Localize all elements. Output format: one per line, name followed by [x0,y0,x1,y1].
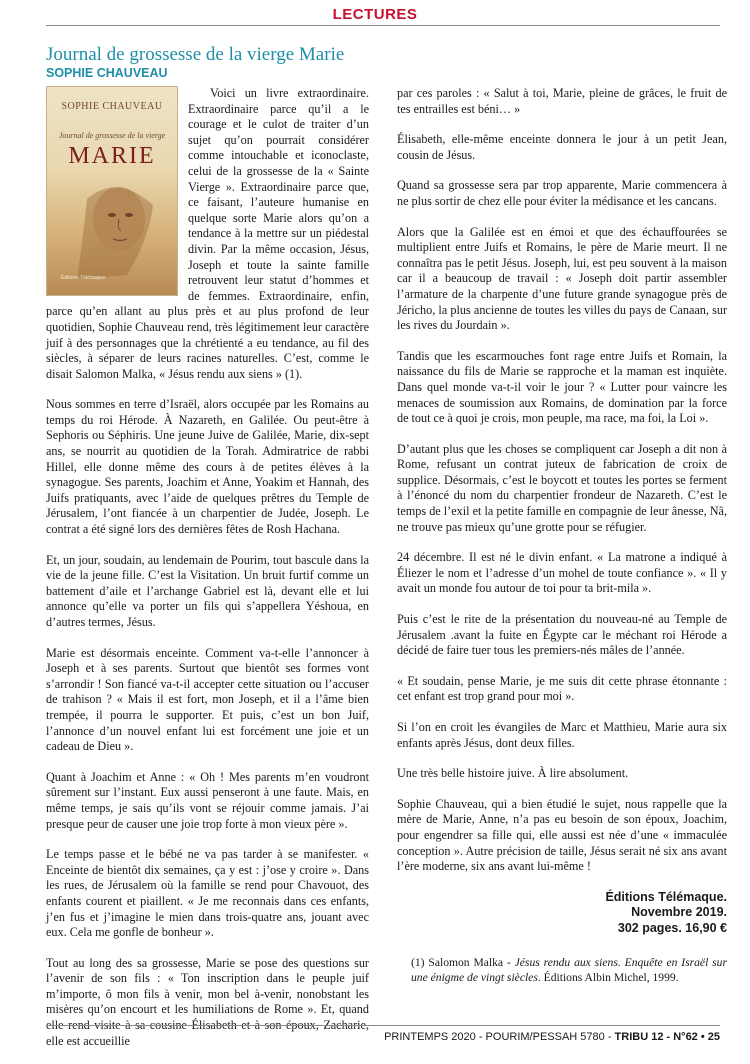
top-rule [46,25,720,26]
page-footer [384,1031,720,1043]
paragraph: Le temps passe et le bébé ne va pas tarder à se manifester. « Enceinte de bientôt dix semaines, ça y est : j’ose y croire ». Dans les rues, de Jérusalem où la famille se rend pour Chavouot, des enfants courent et piaillent. « Je me reconnais dans ces enfants, j’en fus et j’imagine le mien dans trois-quatre ans, jouant avec eux. Cela me gonfle de bonheur ». [46,847,369,940]
paragraph: « Et soudain, pense Marie, je me suis dit cette phrase étonnante : cet enfant est trop grand pour moi ». [397,673,727,704]
footnote-reference: (1) Salomon Malka - [411,955,515,969]
footer-magazine-page: TRIBU 12 - N°62 • 25 [614,1031,720,1043]
cover-subtitle: Journal de grossesse de la vierge [58,131,166,140]
right-column [397,86,727,985]
footnote [411,955,727,985]
cover-author: SOPHIE CHAUVEAU [61,101,163,112]
paragraph: par ces paroles : « Salut à toi, Marie, pleine de grâces, le fruit de tes entrailles est béni… » [397,86,727,116]
paragraph: Et, un jour, soudain, au lendemain de Pourim, tout bascule dans la vie de la jeune fille. C’est la Visitation. Un bruit furtif comme un battement d’aile et l’archange Gabriel est là, devant elle et lui annonce qu’elle va porter un fils qui s’appellera Yéshoua, en d’autres termes, Jésus. [46,552,369,629]
publication-info [397,890,727,937]
paragraph: Si l’on en croit les évangiles de Marc et Matthieu, Marie aura six enfants après Jésus, dont deux filles. [397,720,727,750]
section-label: LECTURES [332,6,418,23]
paragraph: Une très belle histoire juive. À lire absolument. [397,766,629,781]
paragraph: Élisabeth, elle-même enceinte donnera le jour à un petit Jean, cousin de Jésus. [397,132,727,162]
book-cover [46,86,178,296]
paragraph: D’autant plus que les choses se compliquent car Joseph a dit non à Rome, refusant un contrat juteux de fabrication de croix de supplice. Désormais, c’est le boycott et toutes les portes se ferment à l’énoncé du nom du charpentier frondeur de Nazareth. C’est le temps de l’exil et la petite famille en compagnie de leur ânesse, Nâ, ne trouve pas mieux qu’une grotte pour se réfugier. [397,441,727,534]
paragraph: Nous sommes en terre d’Israël, alors occupée par les Romains au temps du roi Hérode. À Nazareth, en Galilée. Ou peut-être à Sephoris ou Séphiris. Une jeune Juive de Galilée, Marie, dix-sept ans, se nourrit au quotidien de la Torah. Admiratrice de rabbi Hillel, elle donne même des cours à de petites élèves à la synagogue. Ses parents, Joachim et Anne, Yoakim et Hannah, des Juifs pratiquants, avec l’aide de quelques prêtres du Temple de Jérusalem, l’ont fiancée à un charpentier de Judée, Joseph. Le contrat a été signé lors des dernières fêtes de Rosh Hachana. [46,397,369,537]
paragraph: Quand sa grossesse sera par trop apparente, Marie commencera à ne plus sortir de chez elle pour éviter la médisance et les cancans. [397,178,727,208]
paragraph: Sophie Chauveau, qui a bien étudié le sujet, nous rappelle que la mère de Marie, Anne, n’a pas eu besoin de son époux, Joachim, pour engendrer sa fille qui, elle aussi est née d’une « immaculée conception ». Autre précision de taille, Jésus serait né six ans avant l’ère moderne, six ans avant lui-même ! [397,796,727,874]
publication-date: Novembre 2019. [631,905,727,920]
paragraph: Puis c’est le rite de la présentation du nouveau-né au Temple de Jérusalem .avant la fuite en Égypte car le méchant roi Hérode a décidé de faire tuer tous les premiers-nés mâles de l’année. [397,612,727,658]
pages-and-price: 302 pages. 16,90 € [617,920,727,935]
paragraph: Tandis que les escarmouches font rage entre Juifs et Romain, la naissance du fils de Marie se rapproche et la maman est inquiète. Dans quel monde va-t-il voir le jour ? « Lutter pour vaincre les menaces de soumission aux Romains, de domination par la force de tout ce à quoi je crois, mon peuple, ma race, ma foi, la Loi ». [397,348,727,426]
cover-title: MARIE [68,143,156,169]
article-title: Journal de grossesse de la vierge Marie [46,44,345,65]
bottom-rule [46,1025,720,1026]
publisher-name: Éditions Télémaque. [605,889,727,904]
left-column [46,86,369,1064]
paragraph: Voici un livre extraordinaire. Extraordinaire parce qu’il a le courage et le culot de traiter d’un sujet qu’on pourrait considérer comme intouchable et iconoclaste, celui de la grossesse de la « Sainte Vierge ». Extraordinaire parce que, ce faisant, l’auteure humanise en quelque sorte Marie alors qu’on a tendance à la mettre sur un piédestal divin. Par la même occasion, Jésus, Joseph et toute la sainte famille retrouvent leur statut d’hommes et de femmes. Extraordinaire, enfin, parce qu’en allant au plus près et au plus profond de leur quotidien, Sophie Chauveau rend, très légitimement leur caractère juif à des personnages que la chrétienté a eu tendance, au fil des siècles, à séparer de leurs racines naturelles. C’est, comme le disait Salomon Malka, « Jésus rendu aux siens » (1). [46,86,369,381]
madonna-portrait-illustration [57,179,167,279]
paragraph: 24 décembre. Il est né le divin enfant. « La matrone a indiqué à Éliezer le nom et l’adresse d’un mohel de toute confiance ». « Il y avait un monde fou autour de toi pour ta brit-mila ». [397,550,727,596]
footnote-book-title: Jésus rendu aux siens. Enquête en Israël sur une énigme de vingt siècles [411,955,727,984]
paragraph: Alors que la Galilée est en émoi et que des échauffourées se multiplient entre Juifs et Romains, le père de Marie meurt. Il ne connaîtra pas le petit Jésus. Joseph, lui, est peu souvent à la maison car il a beaucoup de travail : « Joseph doit partir assembler l’armature de la charpente d’une future grande synagogue près de Jéricho, la plus ancienne de toutes les villes du pays de Canaan, sur les rives du Jourdain ». [397,224,727,333]
footnote-publisher: . Éditions Albin Michel, 1999. [537,970,679,984]
article-author: SOPHIE CHAUVEAU [46,66,168,80]
paragraph: Tout au long des sa grossesse, Marie se pose des questions sur l’avenir de son fils : « Ton inscription dans le peuple juif m’importe, ô mon fils à venir, mon bel à-venir, nonobstant les misères qu’on encourt et les humiliations de Rome ». Et, quand elle rend visite à sa cousine Élisabeth et à son époux, Zacharie, elle est accueillie [46,955,369,1048]
footer-issue: PRINTEMPS 2020 - POURIM/PESSAH 5780 - [384,1031,615,1043]
paragraph: Quant à Joachim et Anne : « Oh ! Mes parents m’en voudront sûrement sur l’instant. Eux aussi penseront à une faute. Mais, en même temps, je sais qu’ils vont se réjouir comme jamais. J’ai presque peur de causer une joie trop forte à mon vieux père ». [46,769,369,831]
paragraph: Marie est désormais enceinte. Comment va-t-elle l’annoncer à Joseph et à ses parents. Surtout que bientôt ses formes vont s’arrondir ! Son fiancé va-t-il accepter cette situation ou l’accuser de trahison ? « Mais il est fort, mon Joseph, et il a l’âme bien trempée, il pourra le supporter. Et puis, c’est un bon Juif, l’annonce d’un nouvel enfant lui est forcément une joie et un cadeau de Dieu ». [46,645,369,754]
cover-publisher: Éditions Télémaque [61,275,106,282]
